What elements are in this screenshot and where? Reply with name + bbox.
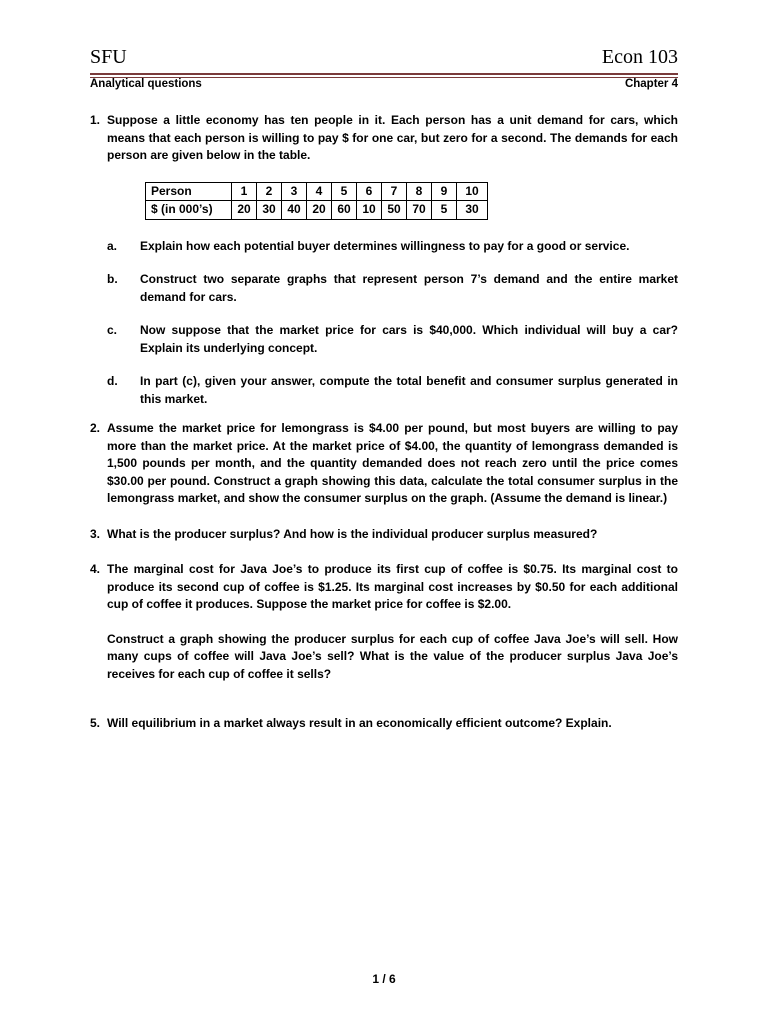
table-cell: 10 [457, 182, 488, 201]
subquestion-letter: b. [107, 272, 118, 286]
subquestion-text: Construct two separate graphs that represent person 7’s demand and the entire market demand for cars. [140, 272, 678, 304]
table-cell: 20 [307, 201, 332, 220]
table-cell: 20 [232, 201, 257, 220]
header-section-title: Analytical questions [90, 78, 202, 90]
table-row-header: $ (in 000’s) [146, 201, 232, 220]
page-subheader [90, 78, 678, 90]
demand-table [145, 182, 488, 220]
table-row-person [146, 182, 488, 201]
table-cell: 40 [282, 201, 307, 220]
table-cell: 2 [257, 182, 282, 201]
header-rule-thick [90, 73, 678, 75]
question-body [107, 715, 678, 733]
subquestion-letter: d. [107, 374, 118, 388]
question-text: Will equilibrium in a market always result in an economically efficient outcome? Explain. [107, 716, 612, 730]
table-cell: 50 [382, 201, 407, 220]
table-cell: 10 [357, 201, 382, 220]
page-number: 1 / 6 [372, 972, 396, 986]
question-number: 2. [90, 421, 101, 435]
table-cell: 30 [457, 201, 488, 220]
question-2 [90, 420, 678, 508]
subquestion-a [107, 238, 678, 256]
table-cell: 6 [357, 182, 382, 201]
table-cell: 3 [282, 182, 307, 201]
subquestion-letter: c. [107, 323, 118, 337]
question-4 [90, 561, 678, 683]
subquestion-text: Explain how each potential buyer determines willingness to pay for a good or service. [140, 238, 630, 253]
header-institution: SFU [90, 46, 127, 68]
subquestion-c [107, 322, 678, 357]
question-body [107, 561, 678, 683]
question-body [107, 526, 678, 544]
subquestion-letter: a. [107, 238, 118, 253]
subquestion-b [107, 271, 678, 306]
table-cell: 60 [332, 201, 357, 220]
question-3 [90, 526, 678, 544]
header-chapter: Chapter 4 [624, 78, 678, 90]
question-text: What is the producer surplus? And how is the individual producer surplus measured? [107, 526, 598, 541]
table-cell: 30 [257, 201, 282, 220]
table-cell: 9 [432, 182, 457, 201]
table-cell: 4 [307, 182, 332, 201]
question-5 [90, 715, 678, 733]
question-text: The marginal cost for Java Joe’s to produce its first cup of coffee is $0.75. Its marginal cost to produce its second cup of coffee is $1.25. Its marginal cost increases by $0.50 for each additional cup of coffee it produces. Suppose the market price for coffee is $2.00. [107, 562, 678, 611]
header-course: Econ 103 [601, 46, 678, 68]
question-1 [90, 112, 678, 408]
question-number: 4. [90, 562, 101, 576]
table-row-header: Person [146, 182, 232, 201]
subquestion-d [107, 373, 678, 408]
table-row-value [146, 201, 488, 220]
subquestion-text: Now suppose that the market price for cars is $40,000. Which individual will buy a car? Explain its underlying concept. [140, 323, 678, 355]
question-text-continued: Construct a graph showing the producer surplus for each cup of coffee Java Joe’s will sell. How many cups of coffee will Java Joe’s sell? What is the value of the producer surplus Java Joe’s receives for each cup of coffee it sells? [107, 631, 678, 681]
table-cell: 1 [232, 182, 257, 201]
page-header [90, 46, 678, 69]
table-cell: 8 [407, 182, 432, 201]
question-number: 3. [90, 526, 101, 541]
question-number: 1. [90, 113, 101, 127]
question-body [107, 420, 678, 508]
question-text: Suppose a little economy has ten people in it. Each person has a unit demand for cars, which means that each person is willing to pay $ for one car, but zero for a second. The demands for each person are given below in the table. [107, 113, 678, 162]
table-cell: 70 [407, 201, 432, 220]
question-body [107, 112, 678, 408]
question-number: 5. [90, 716, 101, 730]
questions-list [90, 112, 678, 751]
question-text: Assume the market price for lemongrass is $4.00 per pound, but most buyers are willing to pay more than the market price. At the market price of $4.00, the quantity of lemongrass demanded is 1,500 pounds per month, and the quantity demanded does not reach zero until the price comes $30.00 per pound. Construct a graph showing this data, calculate the total consumer surplus in the lemongrass market, and show the consumer surplus on the graph. (Assume the demand is linear.) [107, 421, 678, 505]
subquestion-text: In part (c), given your answer, compute the total benefit and consumer surplus generated in this market. [140, 374, 678, 406]
table-cell: 7 [382, 182, 407, 201]
table-cell: 5 [432, 201, 457, 220]
table-cell: 5 [332, 182, 357, 201]
